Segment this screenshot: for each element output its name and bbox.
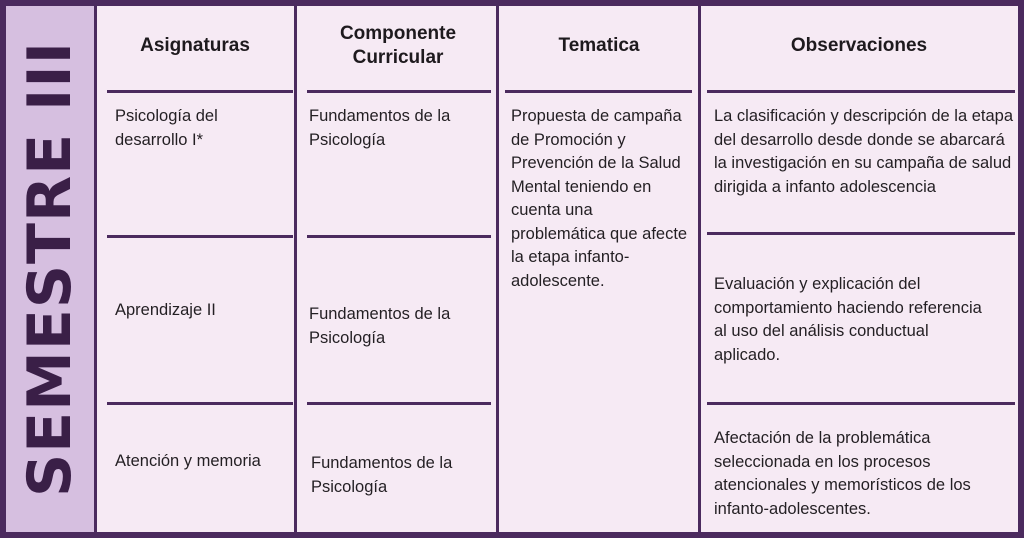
componente-cell: Fundamentos de la Psicología (311, 454, 453, 496)
observacion-cell: Evaluación y explicación del comportamiento haciendo referencia al uso del análisis conductual aplicado. (714, 275, 982, 364)
row-separator (107, 235, 293, 238)
asignatura-cell: Aprendizaje II (115, 301, 216, 319)
tematica-cell: Propuesta de campaña de Promoción y Prevención de la Salud Mental teniendo en cuenta una problemática que afecte la etapa infanto-adolescente. (511, 107, 688, 290)
column-divider (698, 6, 701, 532)
observacion-cell: Afectación de la problemática seleccionada en los procesos atencionales y memorísticos de los infanto-adolescentes. (714, 429, 971, 518)
semester-title: SEMESTRE III (15, 40, 85, 498)
observacion-cell: La clasificación y descripción de la etapa del desarrollo desde donde se abarcará la investigación en su campaña de salud dirigida a infanto adolescencia (714, 107, 1014, 196)
row-separator (107, 402, 293, 405)
header-underline (307, 90, 491, 93)
header-underline (107, 90, 293, 93)
asignatura-cell: Psicología del desarrollo I* (115, 107, 218, 149)
componente-cell: Fundamentos de la Psicología (309, 107, 451, 149)
header-asignaturas: Asignaturas (140, 35, 250, 56)
column-divider (496, 6, 499, 532)
row-separator (707, 232, 1015, 235)
row-separator (307, 402, 491, 405)
header-observaciones: Observaciones (790, 35, 928, 56)
row-separator (707, 402, 1015, 405)
row-separator (307, 235, 491, 238)
header-tematica: Tematica (558, 35, 640, 56)
header-underline (505, 90, 692, 93)
header-componente: Componente Curricular (339, 23, 457, 68)
header-underline (707, 90, 1015, 93)
asignatura-cell: Atención y memoria (115, 452, 261, 470)
column-divider (294, 6, 297, 532)
table-body (97, 6, 1018, 532)
semester-sidebar (6, 6, 97, 532)
componente-cell: Fundamentos de la Psicología (309, 305, 451, 347)
